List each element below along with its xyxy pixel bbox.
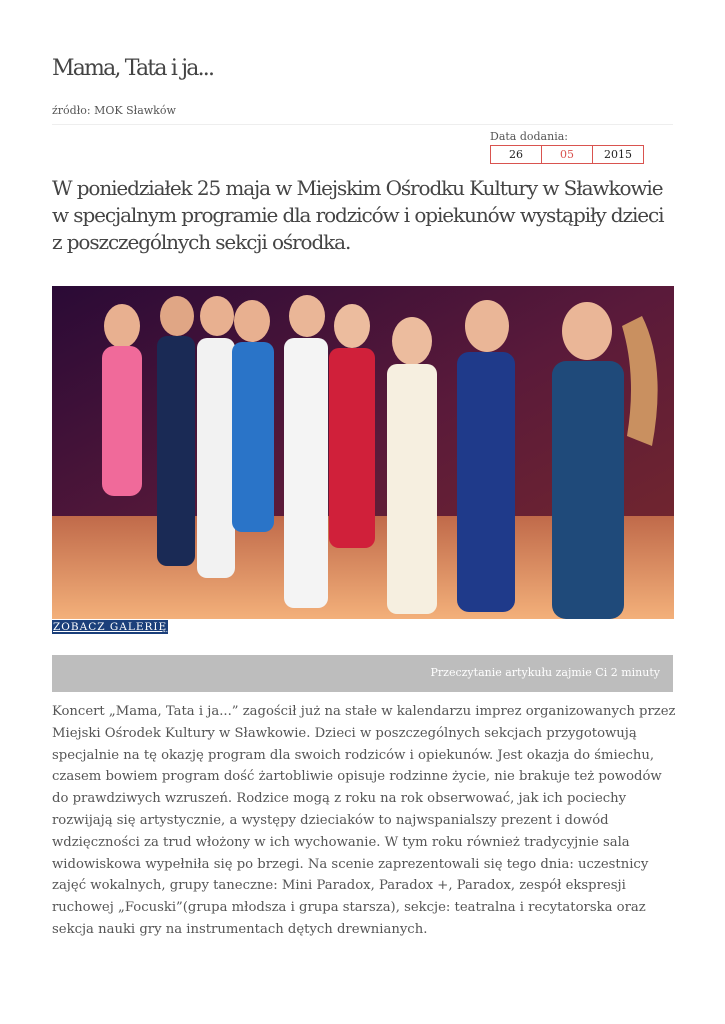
article-body: Koncert „Mama, Tata i ja...” zagościł już na stałe w kalendarzu imprez organizowanych przez Miejski Ośrodek Kultury w Sławkowie. Dzieci w poszczególnych sekcjach przygotowują specjalnie na tę okazję program dla swoich rodziców i opiekunów. Jest okazja do śmiechu, czasem bowiem program dość żartobliwie opisuje rodzinne życie, nie brakuje też powodów do prawdziwych wzruszeń. Rodzice mogą z roku na rok obserwować, jak ich pociechy rozwijają się artystycznie, a występy dzieciaków to najwspanialszy prezent i dowód wdzięczności za trud włożony w ich wychowanie. W tym roku również tradycyjnie sala widowiskowa wypełniła się po brzegi. Na scenie zaprezentowali się tego dnia: uczestnicy zajęć wokalnych, grupy taneczne: Mini Paradox, Paradox +, Paradox, zespół ekspresji ruchowej „Focuski”(grupa młodsza i grupa starsza), sekcje: teatralna i recytatorska oraz sekcja nauki gry na instrumentach dętych drewnianych. (52, 704, 676, 937)
date-year: 2015 (593, 145, 644, 164)
reading-time: Przeczytanie artykułu zajmie Ci 2 minuty (430, 666, 660, 679)
date-day: 26 (490, 145, 542, 164)
reading-time-bar (52, 655, 673, 692)
gallery-link[interactable]: ZOBACZ GALERIĘ (53, 621, 168, 633)
article-title: Mama, Tata i ja... (52, 56, 214, 81)
divider (52, 124, 673, 125)
article-photo[interactable] (52, 286, 674, 619)
date-month: 05 (542, 145, 593, 164)
date-added (490, 145, 644, 164)
children-on-stage-image (52, 286, 674, 619)
date-label: Data dodania: (490, 130, 568, 143)
article-source: źródło: MOK Sławków (52, 104, 176, 117)
article-lead: W poniedziałek 25 maja w Miejskim Ośrodku Kultury w Sławkowie w specjalnym programie dla rodziców i opiekunów wystąpiły dzieci z poszczególnych sekcji ośrodka. (52, 176, 664, 254)
